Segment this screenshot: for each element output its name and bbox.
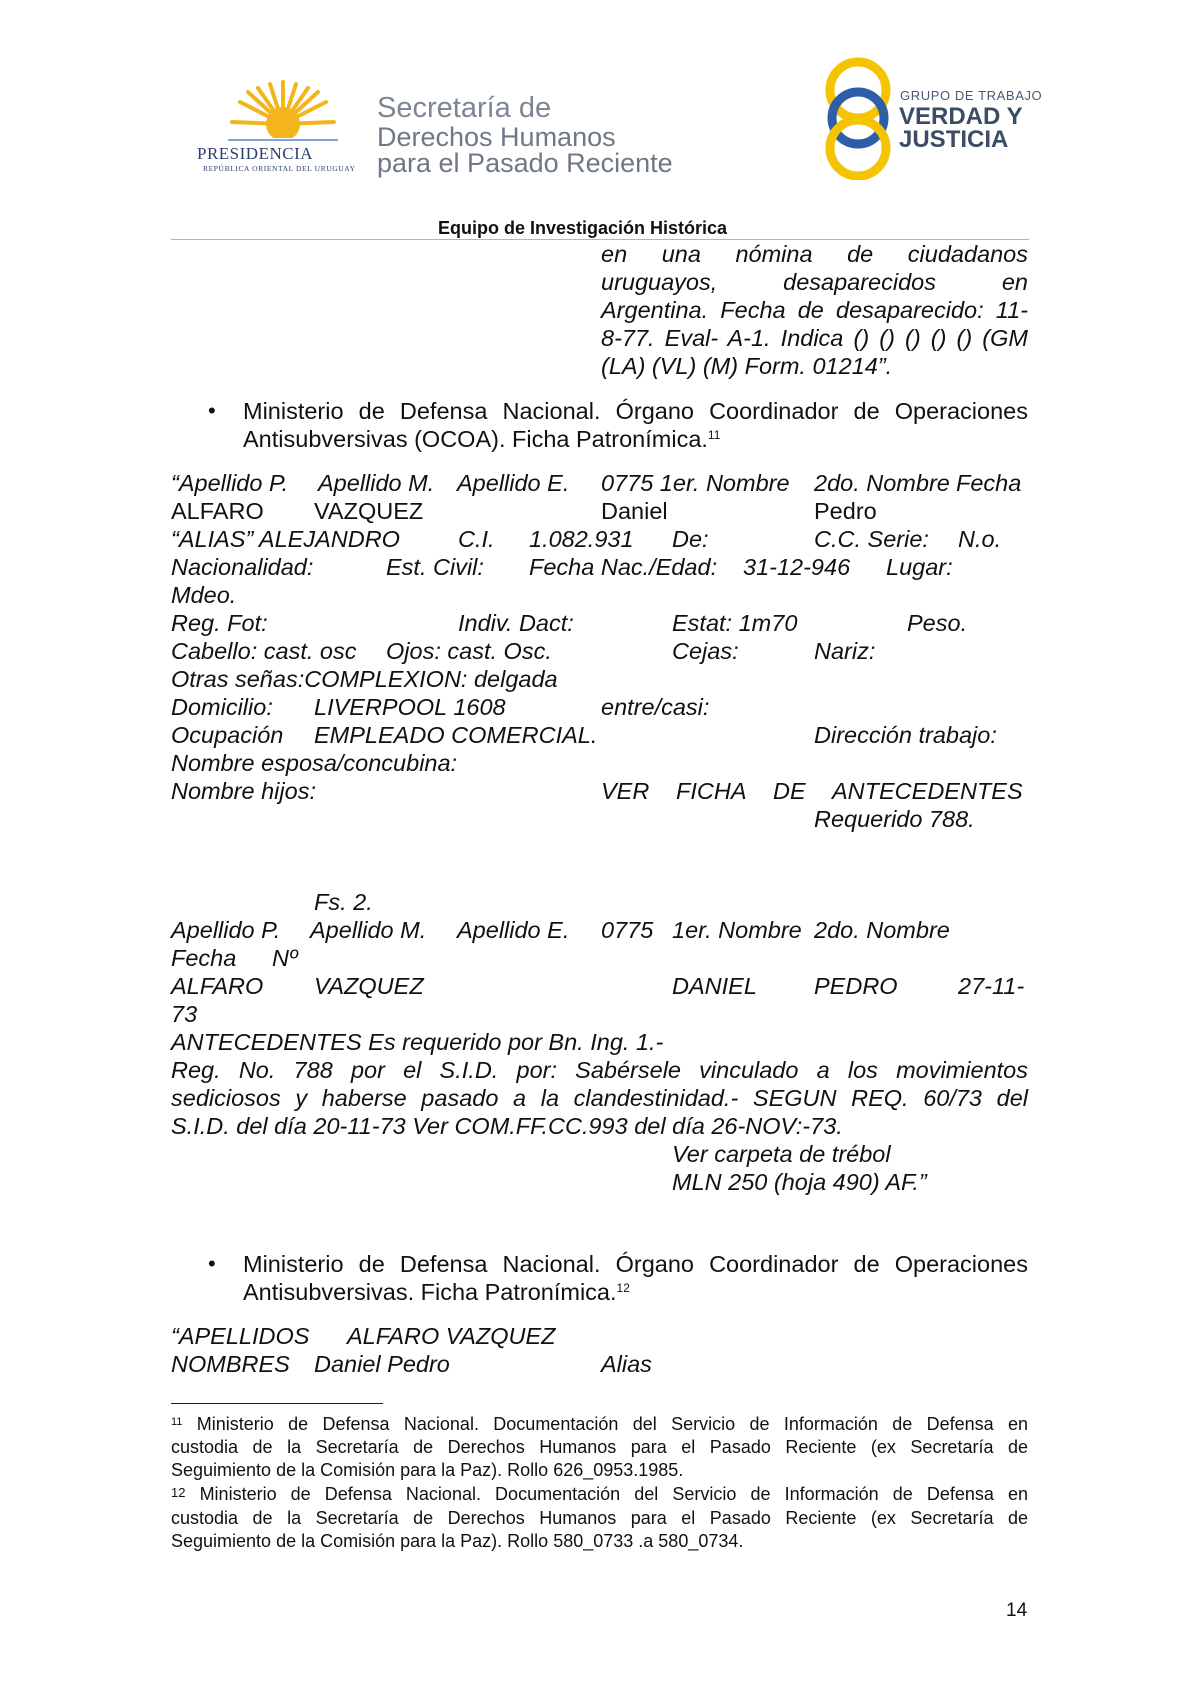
footnote-divider: [171, 1403, 383, 1404]
ficha2-line: S.I.D. del día 20-11-73 Ver COM.FF.CC.993 del día 26-NOV:-73.: [171, 1113, 843, 1139]
footnote-12-line2: custodia de la Secretaría de Derechos Humanos para el Pasado Reciente (ex Secretaría de: [171, 1508, 1028, 1528]
ficha1-cell: DE: [773, 778, 806, 804]
ficha1-cell: entre/casi:: [601, 694, 710, 720]
ficha2-cell: Fecha: [171, 945, 237, 971]
ficha1-cell: Nombre hijos:: [171, 778, 316, 804]
ficha1-cell: Apellido E.: [457, 470, 570, 496]
ficha3-cell: NOMBRES: [171, 1351, 290, 1377]
item2-text: Antisubversivas. Ficha Patronímica.: [243, 1279, 617, 1305]
ficha1-cell: Otras señas:COMPLEXION: delgada: [171, 666, 558, 692]
ficha3-cell: “APELLIDOS: [171, 1323, 310, 1349]
item1-line2: [243, 425, 720, 453]
ficha1-cell: Fecha: [956, 470, 1022, 496]
justicia-label: JUSTICIA: [899, 126, 1009, 153]
footnote-number: 12: [171, 1485, 186, 1500]
ficha1-cell: Domicilio:: [171, 694, 273, 720]
ficha1-cell: Ojos: cast. Osc.: [386, 638, 552, 664]
ficha1-cell: Peso.: [907, 610, 968, 636]
footnote-11-line2: custodia de la Secretaría de Derechos Humanos para el Pasado Reciente (ex Secretaría de: [171, 1437, 1028, 1457]
ficha2-cell: 27-11-: [958, 973, 1025, 999]
bullet-mark: •: [208, 398, 216, 423]
ficha1-cell: Estat: 1m70: [672, 610, 798, 636]
grupo-trabajo-label: GRUPO DE TRABAJO: [900, 88, 1043, 103]
ficha1-cell: Cabello: cast. osc: [171, 638, 357, 664]
footnote-text: Ministerio de Defensa Nacional. Documentación del Servicio de Información de Defensa en: [196, 1414, 1028, 1434]
ficha1-cell: 31-12-946: [743, 554, 851, 580]
ficha2-line: ANTECEDENTES Es requerido por Bn. Ing. 1.-: [171, 1029, 664, 1055]
ficha2-cell: 1er. Nombre: [672, 917, 802, 943]
footnote-number: 11: [171, 1416, 183, 1428]
ficha2-cell: ALFARO: [171, 973, 264, 999]
footnote-ref-11[interactable]: 11: [707, 428, 721, 442]
ficha2-cell: Apellido M.: [310, 917, 427, 943]
verdad-justicia-rings-logo: [818, 56, 898, 180]
bullet-mark: •: [208, 1251, 216, 1276]
footnote-12-line1: [171, 1483, 1028, 1507]
ficha1-cell: “ALIAS” ALEJANDRO: [171, 526, 400, 552]
footnote-11-line1: [171, 1413, 1028, 1437]
footnote-11-line3: Seguimiento de la Comisión para la Paz). Rollo 626_0953.1985.: [171, 1460, 684, 1480]
ficha2-cell: Nº: [272, 945, 298, 971]
secretaria-line2: Derechos Humanos: [377, 122, 616, 152]
ficha1-cell: Lugar:: [886, 554, 953, 580]
ficha2-cell: VAZQUEZ: [314, 973, 424, 999]
ficha1-cell: EMPLEADO COMERCIAL.: [314, 722, 598, 748]
ficha1-cell: 0775 1er. Nombre: [601, 470, 790, 496]
quote-line: (LA) (VL) (M) Form. 01214”.: [601, 353, 893, 379]
quote-line: 8-77. Eval- A-1. Indica () () () () () (GM: [601, 325, 1028, 351]
ficha1-cell: Ocupación: [171, 722, 284, 748]
ficha2-cell: Fs. 2.: [314, 889, 373, 915]
item1-text: Antisubversivas (OCOA). Ficha Patronímica.: [243, 426, 708, 452]
verdad-label: VERDAD Y: [899, 103, 1023, 130]
ficha1-cell: Indiv. Dact:: [458, 610, 574, 636]
ficha1-cell: Mdeo.: [171, 582, 237, 608]
ficha1-cell: C.I.: [458, 526, 495, 552]
ficha2-cell: Apellido P.: [171, 917, 281, 943]
ficha1-cell: Cejas:: [672, 638, 739, 664]
ficha2-cell: 73: [171, 1001, 198, 1027]
ficha1-cell: N.o.: [958, 526, 1002, 552]
quote-line: en una nómina de ciudadanos: [601, 241, 1028, 267]
ficha3-cell: Daniel Pedro: [314, 1351, 450, 1377]
ficha1-cell: Pedro: [814, 498, 877, 524]
ficha1-cell: FICHA: [676, 778, 747, 804]
ficha2-cell: 2do. Nombre: [814, 917, 950, 943]
secretaria-line1: Secretaría de: [377, 92, 552, 124]
ficha1-cell: ALFARO: [171, 498, 264, 524]
ficha1-cell: Requerido 788.: [814, 806, 975, 832]
team-title: Equipo de Investigación Histórica: [438, 218, 728, 238]
ficha1-cell: C.C. Serie:: [814, 526, 929, 552]
ficha3-cell: ALFARO VAZQUEZ: [347, 1323, 556, 1349]
quote-line: Argentina. Fecha de desaparecido: 11-: [601, 297, 1028, 323]
presidencia-subtitle: REPÚBLICA ORIENTAL DEL URUGUAY: [203, 164, 356, 173]
footnote-12-line3: Seguimiento de la Comisión para la Paz). Rollo 580_0733 .a 580_0734.: [171, 1531, 744, 1551]
ficha1-cell: Nariz:: [814, 638, 876, 664]
ficha1-cell: Est. Civil:: [386, 554, 484, 580]
ficha1-cell: Nombre esposa/concubina:: [171, 750, 458, 776]
page-number: 14: [1006, 1600, 1028, 1621]
ficha1-cell: Reg. Fot:: [171, 610, 268, 636]
item1-line1: Ministerio de Defensa Nacional. Órgano Coordinador de Operaciones: [243, 398, 1028, 424]
ficha1-cell: VAZQUEZ: [314, 498, 424, 524]
secretaria-line3: para el Pasado Reciente: [377, 148, 673, 178]
ficha2-cell: 0775: [601, 917, 654, 943]
ficha1-cell: 2do. Nombre: [814, 470, 950, 496]
ficha1-cell: Apellido M.: [318, 470, 435, 496]
ficha2-cell: DANIEL: [672, 973, 757, 999]
ficha2-cell: Apellido E.: [457, 917, 570, 943]
quote-line: uruguayos, desaparecidos en: [601, 269, 1028, 295]
ficha1-cell: ANTECEDENTES: [832, 778, 1023, 804]
ficha1-cell: “Apellido P.: [171, 470, 289, 496]
ficha2-line: Reg. No. 788 por el S.I.D. por: Sabérsele vinculado a los movimientos: [171, 1057, 1028, 1083]
footnote-ref-12[interactable]: 12: [616, 1281, 630, 1295]
ficha2-line: Ver carpeta de trébol: [672, 1141, 891, 1167]
ficha2-cell: PEDRO: [814, 973, 898, 999]
ficha2-line: sediciosos y haberse pasado a la clandestinidad.- SEGUN REQ. 60/73 del: [171, 1085, 1028, 1111]
presidencia-sun-logo: [228, 80, 338, 146]
ficha1-cell: LIVERPOOL 1608: [314, 694, 506, 720]
ficha1-cell: VER: [601, 778, 650, 804]
item2-line1: Ministerio de Defensa Nacional. Órgano Coordinador de Operaciones: [243, 1251, 1028, 1277]
ficha1-cell: Nacionalidad:: [171, 554, 314, 580]
ficha1-cell: De:: [672, 526, 709, 552]
ficha1-cell: Fecha Nac./Edad:: [529, 554, 718, 580]
ficha3-cell: Alias: [601, 1351, 652, 1377]
ficha1-cell: 1.082.931: [529, 526, 634, 552]
ficha2-line: MLN 250 (hoja 490) AF.”: [672, 1169, 927, 1195]
ficha1-cell: Dirección trabajo:: [814, 722, 997, 748]
presidencia-label: PRESIDENCIA: [197, 144, 314, 163]
item2-line2: [243, 1278, 630, 1306]
ficha1-cell: Daniel: [601, 498, 668, 524]
footnote-text: Ministerio de Defensa Nacional. Documentación del Servicio de Información de Defensa en: [199, 1484, 1028, 1504]
